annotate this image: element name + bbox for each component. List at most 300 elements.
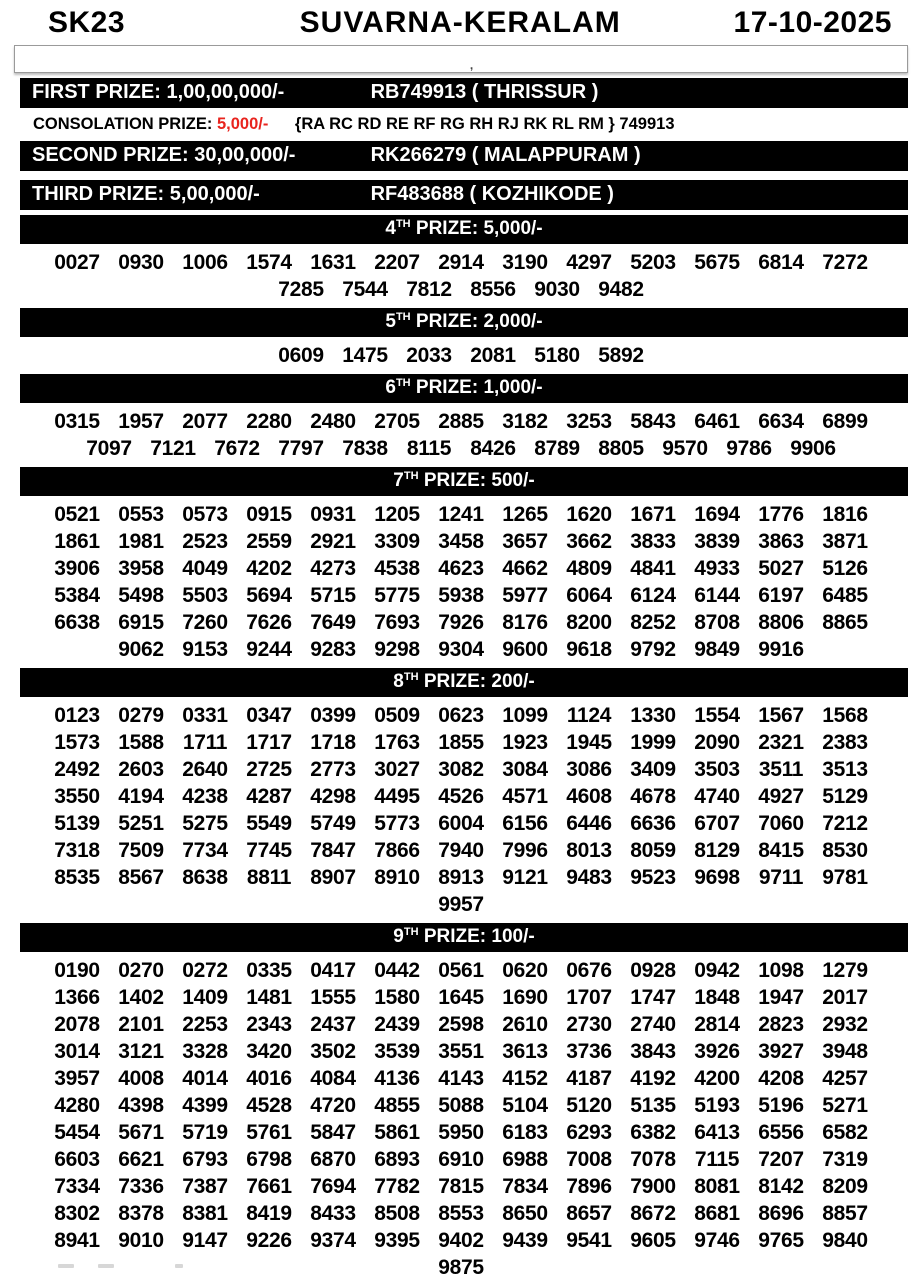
prize-number: 7834	[502, 1175, 548, 1198]
tier-header	[20, 923, 908, 952]
prize-number: 7212	[822, 812, 868, 835]
prize-number: 0399	[310, 704, 356, 727]
prize-number: 2017	[822, 986, 868, 1009]
prize-number: 8059	[630, 839, 676, 862]
prize-number: 3926	[694, 1040, 740, 1063]
prize-number: 3513	[822, 758, 868, 781]
prize-number: 9711	[758, 866, 804, 889]
prize-number: 5180	[534, 344, 580, 367]
prize-number: 7866	[374, 839, 420, 862]
prize-number: 9600	[502, 638, 548, 661]
prize-number: 6461	[694, 410, 740, 433]
prize-number: 2101	[118, 1013, 164, 1036]
prize-number: 2640	[182, 758, 228, 781]
prize-number: 4933	[694, 557, 740, 580]
prize-number: 8378	[118, 1202, 164, 1225]
winning-numbers-grid	[24, 702, 898, 918]
tier-ordinal-suffix: TH	[403, 470, 419, 482]
prize-number: 7207	[758, 1148, 804, 1171]
prize-number: 7008	[566, 1148, 612, 1171]
prize-number: 1568	[822, 704, 868, 727]
prize-number: 5104	[502, 1094, 548, 1117]
prize-number: 1330	[630, 704, 676, 727]
prize-number: 3736	[566, 1040, 612, 1063]
prize-number: 6485	[822, 584, 868, 607]
prize-number: 5196	[758, 1094, 804, 1117]
prize-number: 1957	[118, 410, 164, 433]
prize-number: 6798	[246, 1148, 292, 1171]
prize-number: 9439	[502, 1229, 548, 1252]
prize-number: 9792	[630, 638, 676, 661]
prize-tier-section	[0, 923, 922, 1281]
prize-number: 1402	[118, 986, 164, 1009]
prize-number: 7996	[502, 839, 548, 862]
prize-number: 5694	[246, 584, 292, 607]
tier-amount: PRIZE: 5,000/-	[410, 218, 543, 239]
prize-number: 4187	[566, 1067, 612, 1090]
prize-number: 1124	[566, 704, 612, 727]
prize-number: 4208	[758, 1067, 804, 1090]
prize-number: 1620	[566, 503, 612, 526]
prize-number: 8419	[246, 1202, 292, 1225]
prize-number: 3863	[758, 530, 804, 553]
prize-number: 0928	[630, 959, 676, 982]
tier-ordinal: 8	[393, 671, 404, 692]
prize-number: 8696	[758, 1202, 804, 1225]
prize-number: 6064	[566, 584, 612, 607]
prize-number: 8508	[374, 1202, 420, 1225]
prize-number: 6870	[310, 1148, 356, 1171]
prize-number: 7672	[214, 437, 260, 460]
prize-number: 2814	[694, 1013, 740, 1036]
prize-number: 6144	[694, 584, 740, 607]
prize-number: 7260	[182, 611, 228, 634]
prize-number: 3503	[694, 758, 740, 781]
prize-number: 9523	[630, 866, 676, 889]
prize-number: 0930	[118, 251, 164, 274]
prize-number: 9121	[502, 866, 548, 889]
prize-number: 6915	[118, 611, 164, 634]
prize-number: 8252	[630, 611, 676, 634]
prize-number: 4623	[438, 557, 484, 580]
prize-number: 8811	[246, 866, 292, 889]
prize-number: 9483	[566, 866, 612, 889]
prize-number: 7745	[246, 839, 292, 862]
prize-number: 0623	[438, 704, 484, 727]
lower-prize-tiers	[0, 215, 922, 1281]
tier-amount: PRIZE: 100/-	[418, 926, 535, 947]
prize-number: 8200	[566, 611, 612, 634]
prize-number: 4855	[374, 1094, 420, 1117]
prize-number: 6899	[822, 410, 868, 433]
prize-number: 8081	[694, 1175, 740, 1198]
prize-number: 3551	[438, 1040, 484, 1063]
prize-number: 1645	[438, 986, 484, 1009]
prize-number: 3086	[566, 758, 612, 781]
prize-number: 4084	[310, 1067, 356, 1090]
tier-ordinal: 4	[385, 218, 396, 239]
prize-number: 3958	[118, 557, 164, 580]
prize-number: 4194	[118, 785, 164, 808]
prize-number: 6183	[502, 1121, 548, 1144]
tier-amount: PRIZE: 500/-	[418, 470, 535, 491]
prize-number: 2280	[246, 410, 292, 433]
prize-number: 8535	[54, 866, 100, 889]
prize-number: 6707	[694, 812, 740, 835]
prize-number: 2321	[758, 731, 804, 754]
tier-header	[20, 668, 908, 697]
prize-number: 9283	[310, 638, 356, 661]
prize-number: 3843	[630, 1040, 676, 1063]
prize-number: 5251	[118, 812, 164, 835]
tier-amount: PRIZE: 2,000/-	[410, 311, 543, 332]
prize-number: 1707	[566, 986, 612, 1009]
prize-number: 0417	[310, 959, 356, 982]
prize-number: 1763	[374, 731, 420, 754]
prize-number: 5715	[310, 584, 356, 607]
prize-number: 2598	[438, 1013, 484, 1036]
prize-number: 4287	[246, 785, 292, 808]
prize-number: 8806	[758, 611, 804, 634]
prize-number: 6197	[758, 584, 804, 607]
prize-number: 8142	[758, 1175, 804, 1198]
tier-amount: PRIZE: 1,000/-	[410, 377, 543, 398]
prize-number: 4298	[310, 785, 356, 808]
prize-number: 5498	[118, 584, 164, 607]
prize-number: 6382	[630, 1121, 676, 1144]
prize-number: 9570	[662, 437, 708, 460]
tier-ordinal-suffix: TH	[403, 926, 419, 938]
prize-number: 7319	[822, 1148, 868, 1171]
prize-number: 7900	[630, 1175, 676, 1198]
ticket-image-box	[14, 45, 908, 73]
prize-number: 5271	[822, 1094, 868, 1117]
prize-number: 0331	[182, 704, 228, 727]
prize-number: 6910	[438, 1148, 484, 1171]
prize-number: 6638	[54, 611, 100, 634]
prize-number: 1671	[630, 503, 676, 526]
prize-number: 2207	[374, 251, 420, 274]
prize-number: 1279	[822, 959, 868, 982]
prize-number: 5675	[694, 251, 740, 274]
prize-number: 9395	[374, 1229, 420, 1252]
prize-number: 1098	[758, 959, 804, 982]
prize-number: 5892	[598, 344, 644, 367]
prize-number: 9781	[822, 866, 868, 889]
prize-number: 3309	[374, 530, 420, 553]
prize-number: 3409	[630, 758, 676, 781]
prize-number: 8913	[438, 866, 484, 889]
prize-number: 8910	[374, 866, 420, 889]
prize-number: 2740	[630, 1013, 676, 1036]
prize-number: 3833	[630, 530, 676, 553]
prize-number: 8681	[694, 1202, 740, 1225]
prize-number: 8415	[758, 839, 804, 862]
tier-ordinal: 9	[393, 926, 404, 947]
prize-number: 4049	[182, 557, 228, 580]
prize-number: 0272	[182, 959, 228, 982]
prize-number: 7694	[310, 1175, 356, 1198]
prize-number: 2437	[310, 1013, 356, 1036]
prize-number: 3511	[758, 758, 804, 781]
prize-number: 1567	[758, 704, 804, 727]
second-prize-label: SECOND PRIZE: 30,00,000/-	[32, 144, 296, 166]
prize-number: 9030	[534, 278, 580, 301]
third-prize-bar	[20, 180, 908, 210]
prize-number: 4841	[630, 557, 676, 580]
prize-number: 5950	[438, 1121, 484, 1144]
prize-number: 6636	[630, 812, 676, 835]
draw-date: 17-10-2025	[733, 6, 892, 39]
prize-number: 1409	[182, 986, 228, 1009]
prize-number: 9746	[694, 1229, 740, 1252]
prize-number: 3082	[438, 758, 484, 781]
prize-number: 9153	[182, 638, 228, 661]
prize-number: 7693	[374, 611, 420, 634]
prize-number: 2492	[54, 758, 100, 781]
prize-number: 8013	[566, 839, 612, 862]
prize-number: 3539	[374, 1040, 420, 1063]
winning-numbers-grid	[24, 957, 898, 1281]
prize-number: 0347	[246, 704, 292, 727]
prize-number: 6156	[502, 812, 548, 835]
prize-number: 2603	[118, 758, 164, 781]
bottom-cutoff-artifact	[0, 1263, 300, 1267]
tier-ordinal: 6	[385, 377, 396, 398]
consolation-series: {RA RC RD RE RF RG RH RJ RK RL RM } 749913	[294, 115, 675, 133]
prize-number: 2253	[182, 1013, 228, 1036]
prize-number: 6413	[694, 1121, 740, 1144]
tier-ordinal-suffix: TH	[395, 218, 411, 230]
prize-number: 1580	[374, 986, 420, 1009]
winning-numbers-grid	[24, 408, 898, 462]
prize-number: 1475	[342, 344, 388, 367]
winning-numbers-grid	[24, 501, 898, 663]
prize-number: 5773	[374, 812, 420, 835]
prize-number: 7285	[278, 278, 324, 301]
consolation-amount: 5,000/-	[216, 115, 269, 133]
prize-number: 4662	[502, 557, 548, 580]
prize-number: 3027	[374, 758, 420, 781]
prize-number: 1241	[438, 503, 484, 526]
prize-number: 7815	[438, 1175, 484, 1198]
tier-ordinal-suffix: TH	[395, 377, 411, 389]
prize-number: 6124	[630, 584, 676, 607]
prize-number: 6603	[54, 1148, 100, 1171]
prize-number: 4608	[566, 785, 612, 808]
prize-number: 2078	[54, 1013, 100, 1036]
prize-number: 5977	[502, 584, 548, 607]
prize-number: 8553	[438, 1202, 484, 1225]
prize-number: 4528	[246, 1094, 292, 1117]
prize-number: 2921	[310, 530, 356, 553]
prize-number: 4740	[694, 785, 740, 808]
prize-number: 0335	[246, 959, 292, 982]
prize-number: 1718	[310, 731, 356, 754]
prize-number: 7734	[182, 839, 228, 862]
prize-number: 1366	[54, 986, 100, 1009]
lottery-title: SUVARNA-KERALAM	[299, 6, 621, 39]
prize-number: 2823	[758, 1013, 804, 1036]
prize-number: 4143	[438, 1067, 484, 1090]
prize-number: 0553	[118, 503, 164, 526]
prize-number: 7544	[342, 278, 388, 301]
prize-number: 4571	[502, 785, 548, 808]
prize-tier-section	[0, 374, 922, 462]
prize-number: 9916	[758, 638, 804, 661]
prize-number: 3121	[118, 1040, 164, 1063]
prize-number: 1265	[502, 503, 548, 526]
prize-number: 8381	[182, 1202, 228, 1225]
prize-number: 7078	[630, 1148, 676, 1171]
prize-number: 9765	[758, 1229, 804, 1252]
second-prize-winner: RK266279 ( MALAPPURAM )	[370, 144, 641, 166]
prize-number: 5088	[438, 1094, 484, 1117]
box-mark: ,	[469, 58, 474, 72]
prize-number: 7896	[566, 1175, 612, 1198]
prize-tier-section	[0, 668, 922, 918]
prize-number: 7060	[758, 812, 804, 835]
prize-number: 2439	[374, 1013, 420, 1036]
prize-number: 1816	[822, 503, 868, 526]
prize-number: 9062	[118, 638, 164, 661]
prize-number: 9402	[438, 1229, 484, 1252]
prize-number: 0915	[246, 503, 292, 526]
prize-number: 0573	[182, 503, 228, 526]
prize-number: 6621	[118, 1148, 164, 1171]
prize-number: 1694	[694, 503, 740, 526]
consolation-prize-line	[33, 115, 908, 134]
prize-number: 7509	[118, 839, 164, 862]
prize-number: 0942	[694, 959, 740, 982]
prize-number: 7097	[86, 437, 132, 460]
prize-number: 2730	[566, 1013, 612, 1036]
prize-number: 0270	[118, 959, 164, 982]
prize-number: 6446	[566, 812, 612, 835]
prize-number: 5129	[822, 785, 868, 808]
prize-number: 9906	[790, 437, 836, 460]
prize-number: 1945	[566, 731, 612, 754]
prize-number: 4273	[310, 557, 356, 580]
prize-number: 3502	[310, 1040, 356, 1063]
prize-number: 0521	[54, 503, 100, 526]
prize-number: 1205	[374, 503, 420, 526]
prize-number: 8672	[630, 1202, 676, 1225]
prize-number: 3957	[54, 1067, 100, 1090]
prize-number: 3948	[822, 1040, 868, 1063]
prize-number: 1711	[182, 731, 228, 754]
prize-number: 7838	[342, 437, 388, 460]
prize-number: 1554	[694, 704, 740, 727]
prize-number: 2090	[694, 731, 740, 754]
prize-number: 3613	[502, 1040, 548, 1063]
prize-number: 3871	[822, 530, 868, 553]
prize-number: 0676	[566, 959, 612, 982]
prize-number: 1006	[182, 251, 228, 274]
prize-number: 2932	[822, 1013, 868, 1036]
prize-number: 9849	[694, 638, 740, 661]
tier-ordinal-suffix: TH	[395, 311, 411, 323]
prize-number: 2343	[246, 1013, 292, 1036]
prize-number: 2559	[246, 530, 292, 553]
prize-number: 4257	[822, 1067, 868, 1090]
prize-number: 8302	[54, 1202, 100, 1225]
prize-number: 4526	[438, 785, 484, 808]
tier-header	[20, 374, 908, 403]
prize-number: 4720	[310, 1094, 356, 1117]
prize-number: 9226	[246, 1229, 292, 1252]
prize-number: 2033	[406, 344, 452, 367]
prize-number: 7272	[822, 251, 868, 274]
prize-number: 5120	[566, 1094, 612, 1117]
prize-number: 8650	[502, 1202, 548, 1225]
prize-number: 8530	[822, 839, 868, 862]
prize-number: 4297	[566, 251, 612, 274]
prize-number: 1631	[310, 251, 356, 274]
prize-number: 8708	[694, 611, 740, 634]
prize-number: 1981	[118, 530, 164, 553]
draw-code: SK23	[48, 6, 126, 39]
prize-number: 4538	[374, 557, 420, 580]
prize-number: 5938	[438, 584, 484, 607]
prize-number: 9786	[726, 437, 772, 460]
third-prize-label: THIRD PRIZE: 5,00,000/-	[32, 183, 260, 205]
prize-number: 6556	[758, 1121, 804, 1144]
winning-numbers-grid	[24, 342, 898, 369]
prize-number: 7318	[54, 839, 100, 862]
prize-number: 1776	[758, 503, 804, 526]
prize-number: 9618	[566, 638, 612, 661]
prize-number: 5503	[182, 584, 228, 607]
prize-number: 5775	[374, 584, 420, 607]
prize-number: 9304	[438, 638, 484, 661]
prize-number: 3662	[566, 530, 612, 553]
prize-number: 0620	[502, 959, 548, 982]
first-prize-label: FIRST PRIZE: 1,00,00,000/-	[32, 81, 285, 103]
prize-number: 2885	[438, 410, 484, 433]
prize-number: 4152	[502, 1067, 548, 1090]
prize-number: 3839	[694, 530, 740, 553]
prize-number: 4809	[566, 557, 612, 580]
prize-number: 4008	[118, 1067, 164, 1090]
prize-number: 5135	[630, 1094, 676, 1117]
prize-number: 0509	[374, 704, 420, 727]
prize-number: 0931	[310, 503, 356, 526]
prize-number: 3906	[54, 557, 100, 580]
prize-number: 5843	[630, 410, 676, 433]
prize-number: 7926	[438, 611, 484, 634]
prize-number: 7797	[278, 437, 324, 460]
prize-number: 9840	[822, 1229, 868, 1252]
prize-number: 4136	[374, 1067, 420, 1090]
prize-number: 4678	[630, 785, 676, 808]
prize-number: 8556	[470, 278, 516, 301]
prize-number: 3328	[182, 1040, 228, 1063]
prize-number: 1947	[758, 986, 804, 1009]
tier-ordinal: 5	[385, 311, 396, 332]
prize-number: 2081	[470, 344, 516, 367]
prize-number: 3253	[566, 410, 612, 433]
prize-number: 1848	[694, 986, 740, 1009]
prize-number: 5384	[54, 584, 100, 607]
prize-number: 8907	[310, 866, 356, 889]
prize-number: 1690	[502, 986, 548, 1009]
prize-number: 8433	[310, 1202, 356, 1225]
prize-number: 4202	[246, 557, 292, 580]
prize-number: 5549	[246, 812, 292, 835]
prize-number: 1588	[118, 731, 164, 754]
prize-number: 8176	[502, 611, 548, 634]
